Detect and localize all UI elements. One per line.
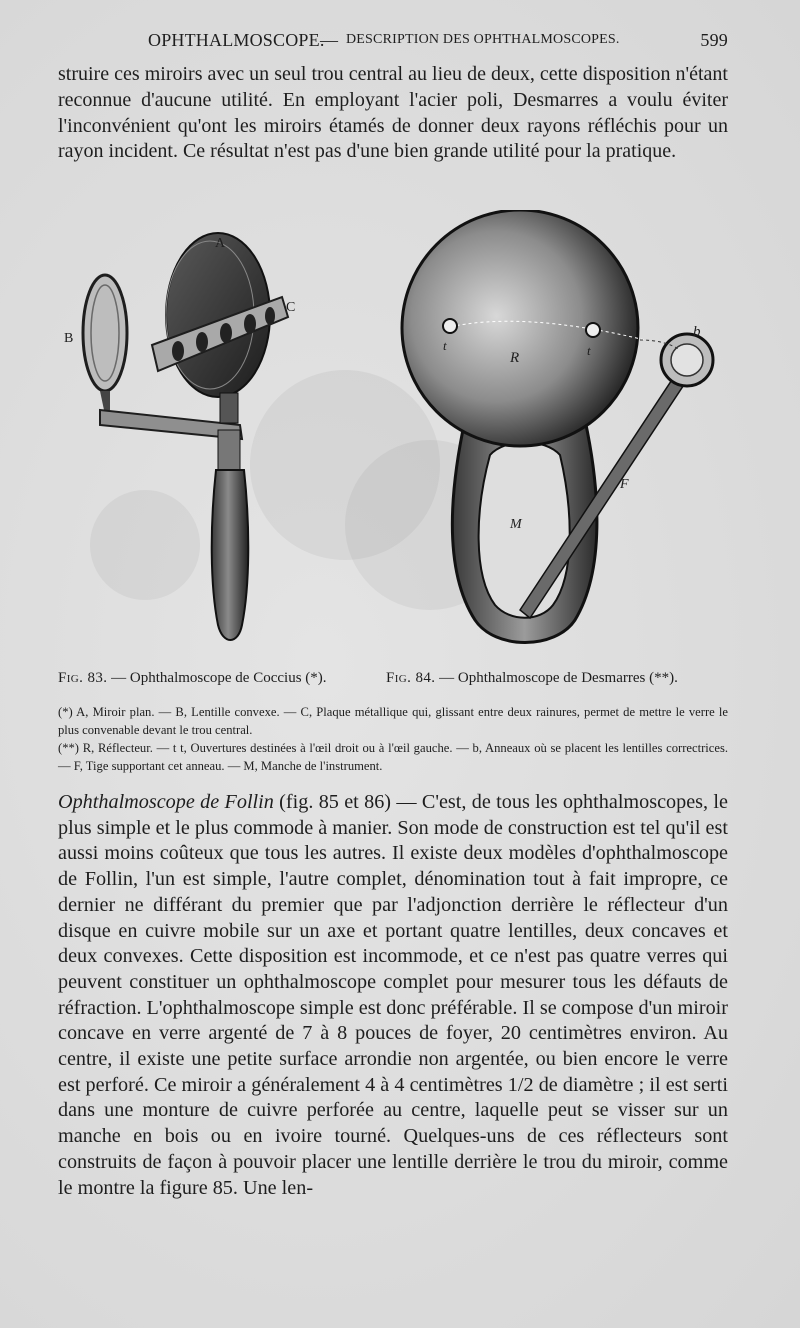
figure-84-number: Fig. 84.	[386, 670, 436, 686]
figure-83-title: — Ophthalmoscope de Coccius (*).	[111, 670, 327, 686]
label-t-left: t	[443, 338, 447, 353]
header-title: OPHTHALMOSCOPE.	[148, 30, 325, 50]
running-header	[148, 30, 728, 54]
follin-body: (fig. 85 et 86) — C'est, de tous les ophthalmoscopes, le plus simple et le plus commode à manier. Son mode de construction est tel qu'il est aussi moins coûteux que tous les autres. Il existe deux modèles d'ophthalmoscope de Follin, l'un est simple, l'autre complet, dénomination tout à fait impropre, ce dernier ne différant du premier que par l'adjonction derrière le réflecteur d'un disque en cuivre mobile sur un axe et portant quatre lentilles, deux concaves et deux convexes. Cette disposition est incommode, et ce n'est pas quatre verres qui peuvent constituer un ophthalmoscope complet pour mesurer tous les défauts de réfraction. L'ophthalmoscope simple est donc préférable. Il se compose d'un miroir concave en verre argenté de 7 à 8 pouces de foyer, 20 centimètres environ. Au centre, il existe une petite surface arrondie non argentée, ou bien encore le verre est perforé. Ce miroir a généralement 4 à 4 centimètres 1/2 de diamètre ; il est serti dans une monture de cuivre perforée au centre, laquelle peut se visser sur un manche en bois ou en ivoire tourné. Quelques-uns de ces réflecteurs sont construits de façon à pouvoir placer une lentille derrière le trou du miroir, comme le montre la figure 85. Une len-	[58, 791, 728, 1199]
figure-84-title: — Ophthalmoscope de Desmarres (**).	[439, 670, 678, 686]
figure-footnotes	[58, 704, 728, 776]
follin-heading: Ophthalmoscope de Follin	[58, 791, 274, 813]
footnote-coccius: (*) A, Miroir plan. — B, Lentille convexe. — C, Plaque métallique qui, glissant entre deux rainures, permet de mettre le verre le plus convenable devant le trou central.	[58, 705, 728, 737]
label-b: b	[693, 324, 701, 340]
label-a: A	[215, 236, 226, 251]
figure-83-number: Fig. 83.	[58, 670, 108, 686]
left-eye-aperture	[443, 319, 457, 333]
label-f: F	[620, 477, 629, 492]
label-t-right: t	[587, 343, 591, 358]
handle	[212, 470, 249, 640]
convex-lens	[83, 275, 127, 391]
footnote-desmarres: (**) R, Réflecteur. — t t, Ouvertures destinées à l'œil droit ou à l'œil gauche. — b, Anneaux où se placent les lentilles correctrices. — F, Tige supportant cet anneau. — M, Manche de l'instrument.	[58, 741, 728, 773]
reflector-mirror	[402, 210, 638, 446]
right-eye-aperture	[586, 323, 600, 337]
page-number: 599	[700, 30, 728, 50]
follin-paragraph	[58, 790, 728, 1201]
header-dash: —	[320, 30, 339, 50]
label-b: B	[64, 331, 74, 346]
label-m: M	[510, 517, 522, 532]
label-r: R	[510, 350, 520, 366]
figure-84-desmarres-illustration	[395, 210, 725, 650]
label-c: C	[286, 300, 296, 315]
figure-83-caption	[58, 670, 327, 687]
continued-paragraph: struire ces miroirs avec un seul trou central au lieu de deux, cette disposition n'étant reconnue d'aucune utilité. En employant l'acier poli, Desmarres a voulu éviter l'inconvénient qu'ont les miroirs étamés de donner deux rayons réfléchis pour un rayon incident. Ce résultat n'est pas d'une bien grande utilité pour la pratique.	[58, 63, 728, 163]
figure-83-coccius-illustration	[60, 225, 320, 655]
figure-84-caption	[386, 670, 678, 687]
header-subtitle: DESCRIPTION DES OPHTHALMOSCOPES.	[346, 32, 620, 47]
